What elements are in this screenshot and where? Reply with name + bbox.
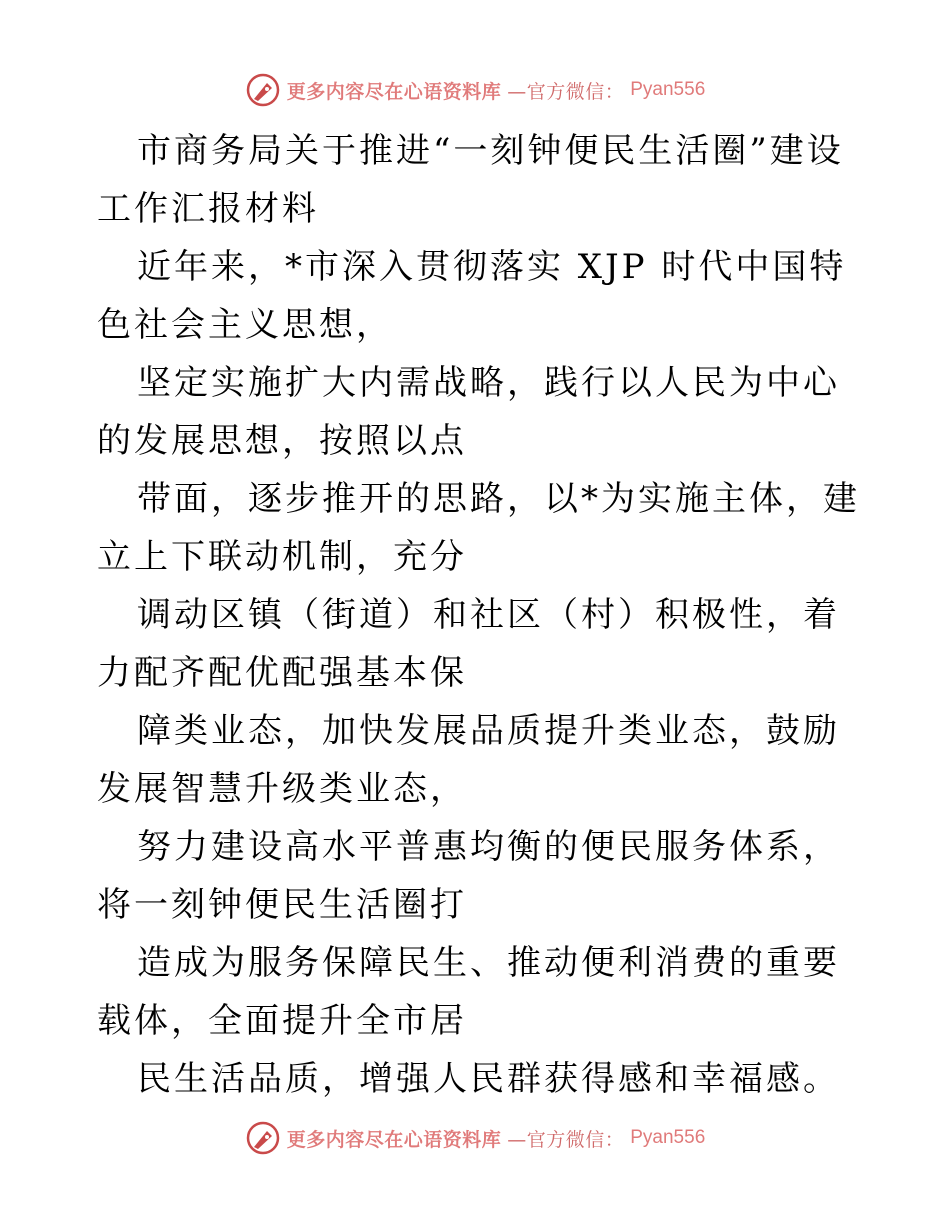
paragraph: 调动区镇（街道）和社区（村）积极性，着力配齐配优配强基本保 bbox=[97, 595, 840, 693]
watermark-separator: —官方微信： bbox=[507, 1128, 625, 1151]
paragraph: 坚定实施扩大内需战略，践行以人民为中心的发展思想，按照以点 bbox=[97, 363, 840, 461]
pen-nib-logo-icon bbox=[245, 1120, 281, 1156]
paragraph: 造成为服务保障民生、推动便利消费的重要载体，全面提升全市居 bbox=[97, 943, 840, 1041]
watermark-text: 更多内容尽在心语资料库 bbox=[286, 1128, 502, 1151]
paragraph: 近年来，*市深入贯彻落实 XJP 时代中国特色社会主义思想， bbox=[97, 247, 847, 345]
watermark-separator: —官方微信： bbox=[507, 80, 625, 103]
watermark-wechat-id: Pyan556 bbox=[630, 79, 706, 100]
pen-nib-logo-icon bbox=[245, 72, 281, 108]
paragraph: 带面，逐步推开的思路，以*为实施主体，建立上下联动机制，充分 bbox=[97, 479, 860, 577]
footer-watermark bbox=[0, 1118, 950, 1158]
paragraph: 努力建设高水平普惠均衡的便民服务体系，将一刻钟便民生活圈打 bbox=[97, 827, 840, 925]
watermark-wechat-id: Pyan556 bbox=[630, 1127, 706, 1148]
paragraph: 障类业态，加快发展品质提升类业态，鼓励发展智慧升级类业态， bbox=[97, 711, 840, 809]
header-watermark bbox=[0, 70, 950, 110]
document-title: 市商务局关于推进“一刻钟便民生活圈”建设工作汇报材料 bbox=[97, 131, 844, 229]
watermark-text: 更多内容尽在心语资料库 bbox=[286, 80, 502, 103]
document-body bbox=[97, 122, 867, 1108]
paragraph: 民生活品质，增强人民群获得感和幸福感。 bbox=[137, 1059, 840, 1099]
